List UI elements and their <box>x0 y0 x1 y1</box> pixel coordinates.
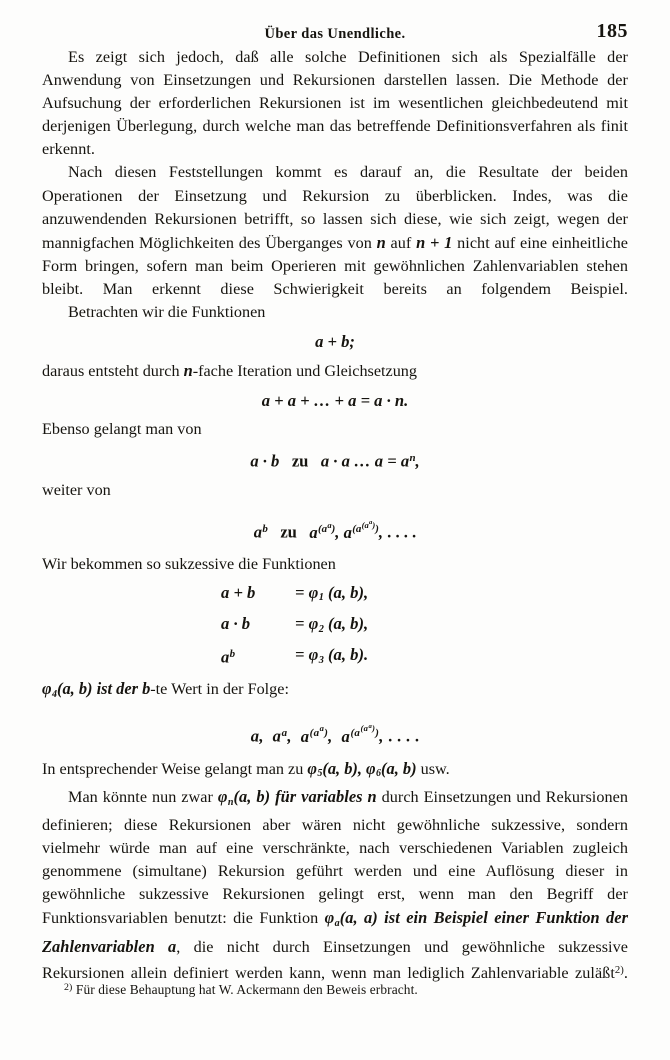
line-phi4-definition <box>42 677 628 706</box>
equation-phi-3 <box>221 642 449 673</box>
entsprechend-text-1: In entsprechender Weise gelangt man zu <box>42 759 304 778</box>
formula-mult-tail: , <box>415 452 420 471</box>
final-var-a: a <box>168 937 177 957</box>
footnote-text: Für diese Behauptung hat W. Ackermann den Beweis erbracht. <box>75 982 418 998</box>
equation-phi-1 <box>221 580 449 611</box>
paragraph-feststellungen-text-2: auf <box>390 233 412 252</box>
phi-a-symbol: φ <box>324 908 335 928</box>
formula-tower-3: $a^{(a^{(a^a)})}$ <box>343 519 379 542</box>
paragraph-feststellungen <box>42 161 628 301</box>
inline-expr-n-plus-one: n + 1 <box>416 232 453 252</box>
phi4-var-b: b <box>142 679 151 699</box>
footnote-reference-mark[interactable]: 2) <box>614 964 624 977</box>
phi-n-index: n <box>227 796 234 808</box>
phi4-args: (a, b) ist der <box>57 679 139 699</box>
formula-ellipsis: . . . . <box>387 522 417 542</box>
equation-phi-2-args: (a, b), <box>328 613 369 633</box>
formula-phi4-sequence: a, $a^a$, $a^{(a^a)}$, $a^{(a^{(a^a)})}$, . . . . <box>250 722 420 746</box>
equation-phi-1-equals: = <box>295 582 305 602</box>
paragraph-feststellungen-text-3: nicht auf eine einheitliche Form bringen, sofern man beim Operieren mit gewöhnlichen Zahlenvariablen stehen bleibt. Man erkennt diese Schwierigkeit bereits an folgendem Beispiel. <box>42 233 628 298</box>
line-ebenso-gelangt: Ebenso gelangt man von <box>42 420 202 439</box>
formula-mult-rhs: a · a … a = a <box>320 452 410 471</box>
paragraph-funktionsvariablen <box>42 785 628 985</box>
final-text-1: Man könnte nun zwar <box>68 788 213 807</box>
equation-phi-3-args: (a, b). <box>328 645 369 665</box>
equation-phi-1-symbol: φ <box>308 582 319 602</box>
line-betrachten-wir: Betrachten wir die Funktionen <box>68 303 266 322</box>
sequence-tower-2: $a^{(a^a)}$ <box>300 723 329 746</box>
equation-phi-3-index: 3 <box>318 654 324 666</box>
equation-phi-2 <box>221 611 449 642</box>
line-daraus-entsteht <box>42 359 628 383</box>
phi4-text-2: -te Wert in der Folge: <box>150 680 289 699</box>
page-content <box>42 0 628 985</box>
formula-pow-zu: zu <box>280 522 297 542</box>
line-daraus-text-2: -fache Iteration und Gleichsetzung <box>192 362 417 381</box>
line-wir-bekommen: Wir bekommen so sukzessive die Funktionen <box>42 554 336 573</box>
equation-phi-1-lhs: a + b <box>221 582 256 602</box>
inline-var-n: n <box>376 232 386 252</box>
running-head-title: Über das Unendliche. <box>264 26 406 42</box>
phi5-index: 5 <box>317 768 323 780</box>
final-text-3: durch Einsetzungen und Rekursionen definieren; diese Rekursionen aber wären nicht gewöhnliche sukzessive, sondern vielmehr würde man auf eine verschränkte, nach verschiedenen Variablen zugleich genommene (simultane) Rekursion geführt werden und eine Auflösung dieser in gewöhnliche sukzessive Rekursionen gelingt erst, wenn man den Begriff der Funktionsvariablen benutzt: die Funktion <box>42 788 629 928</box>
formula-mult-exponent: n <box>409 452 416 465</box>
final-var-n: n <box>367 787 377 807</box>
equation-phi-2-lhs: a · b <box>221 613 251 633</box>
phi-a-args: (a, a) ist ein Beispiel einer Funktion der Zahlenvariablen <box>42 908 629 957</box>
equation-phi-3-symbol: φ <box>308 645 319 665</box>
line-weiter-von: weiter von <box>42 481 111 499</box>
sequence-ellipsis: . . . . <box>388 726 420 746</box>
footnote-ackermann <box>42 978 628 999</box>
phi-a-index: a <box>334 917 340 929</box>
equation-stack-phi <box>221 580 449 674</box>
formula-exponentiation-row: $a^b$ zu $a^{(a^a)}$, $a^{(a^{(a^a)})}$, . . . . <box>253 519 417 542</box>
phi5-symbol: φ <box>307 758 317 778</box>
equation-phi-1-args: (a, b), <box>328 582 369 602</box>
equation-phi-2-equals: = <box>295 613 305 633</box>
formula-iteration-sum: a + a + … + a = a · n. <box>261 391 409 411</box>
sequence-tower-3: $a^{(a^{(a^a)})}$ <box>341 722 380 746</box>
line-entsprechende-weise <box>42 757 628 786</box>
page-number: 185 <box>596 20 628 42</box>
phi6-symbol: φ <box>366 758 376 778</box>
entsprechend-text-2: usw. <box>420 759 450 778</box>
paragraph-spezialfaelle: Es zeigt sich jedoch, daß alle solche Definitionen sich als Spezialfälle der Anwendung von Einsetzungen und Rekursionen darstellen lassen. Die Methode der Aufsuchung der erforderlichen Rekursionen ist im wesentlichen gleichbedeutend mit derjenigen Überlegung, durch welche man das betreffende Definitionsverfahren als finit erkennt. <box>42 48 628 159</box>
paragraph-feststellungen-text-1: Nach diesen Feststellungen kommt es darauf an, die Resultate der beiden Operationen der Einsetzung und Rekursion zu überblicken. Indes, was die anzuwendenden Rekursionen betrifft, so lassen sich diese, wie sich zeigt, wegen der mannigfachen Möglichkeiten des Überganges von <box>42 163 628 252</box>
formula-pow-exponent: b <box>262 522 268 535</box>
final-text-6: . <box>623 964 628 983</box>
phi4-index: 4 <box>51 688 57 700</box>
equation-phi-3-equals: = <box>295 645 305 665</box>
equation-phi-1-rhs <box>295 580 449 611</box>
phi-n-args: (a, b) für variables <box>233 787 363 807</box>
equation-phi-2-symbol: φ <box>308 613 319 633</box>
formula-mult-lhs: a · b <box>250 452 280 471</box>
formula-tower-2: $a^{(a^a)}$ <box>309 519 336 542</box>
equation-phi-2-index: 2 <box>318 623 324 635</box>
formula-a-plus-b: a + b; <box>315 332 355 352</box>
phi6-index: 6 <box>376 768 382 780</box>
equation-phi-2-rhs <box>295 611 449 642</box>
footnote-marker: 2) <box>64 982 73 993</box>
footnote-area <box>42 978 628 999</box>
phi6-args: (a, b) <box>381 758 417 778</box>
phi-n-symbol: φ <box>217 787 228 807</box>
inline-var-n-fache: n <box>183 361 193 381</box>
formula-mult-zu: zu <box>291 452 309 471</box>
equation-phi-3-rhs <box>295 642 449 673</box>
formula-multiplication-row <box>42 445 628 475</box>
phi4-symbol: φ <box>42 679 52 699</box>
equation-phi-3-lhs: $a^b$ <box>221 647 236 667</box>
phi5-args: (a, b), <box>322 758 362 778</box>
formula-pow-base: a <box>253 522 263 542</box>
equation-phi-1-index: 1 <box>318 592 324 604</box>
line-daraus-text-1: daraus entsteht durch <box>42 362 180 381</box>
final-text-5: , die nicht durch Einsetzungen und gewöhnliche sukzessive Rekursionen allein definiert werden kann, wenn man lediglich Zahlenvariable zuläßt <box>42 938 628 983</box>
running-head <box>42 0 628 46</box>
